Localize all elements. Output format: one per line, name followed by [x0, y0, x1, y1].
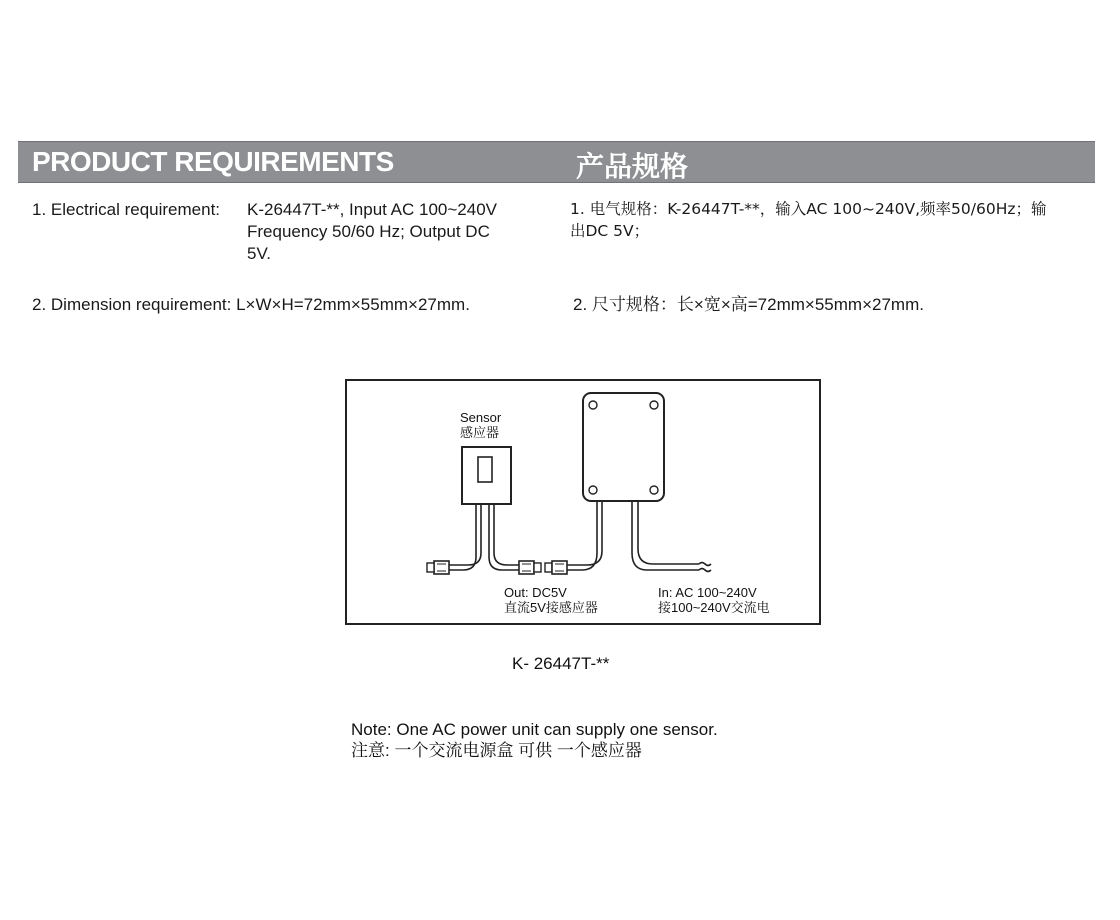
output-label-en: Out: DC5V [504, 585, 567, 600]
electrical-requirement-line: K-26447T-**, Input AC 100~240V [247, 200, 497, 219]
sensor-cables [449, 504, 519, 570]
input-label-cn: 接100~240V交流电 [658, 600, 770, 615]
section-header [18, 141, 1095, 183]
input-cable [632, 501, 711, 572]
electrical-requirement-label: 1. Electrical requirement: [32, 200, 221, 219]
electrical-requirement-cn [570, 198, 1047, 242]
dimension-requirement-cn: 2. 尺寸规格：长×宽×高=72mm×55mm×27mm. [573, 295, 924, 314]
output-cable [567, 501, 602, 570]
sensor-label-cn: 感应器 [460, 425, 500, 440]
electrical-requirement-cn-line: 1. 电气规格：K-26447T-**，输入AC 100~240V,频率50/60Hz；输 [570, 200, 1047, 218]
sensor-label [460, 410, 501, 440]
electrical-requirement-line: Frequency 50/60 Hz; Output DC [247, 222, 490, 241]
model-number: K- 26447T-** [512, 654, 610, 673]
input-label [658, 585, 770, 615]
note-cn: 注意: 一个交流电源盒 可供 一个感应器 [351, 741, 642, 760]
electrical-requirement-line: 5V. [247, 244, 271, 263]
middle-connector [519, 561, 567, 574]
wiring-diagram [345, 379, 821, 625]
input-label-en: In: AC 100~240V [658, 585, 757, 600]
output-label [504, 585, 598, 615]
sensor-label-en: Sensor [460, 410, 502, 425]
note [351, 719, 718, 761]
sensor-window [478, 457, 492, 482]
electrical-requirement-value [247, 199, 497, 265]
section-title-cn: 产品规格 [576, 151, 689, 182]
electrical-requirement-cn-line: 出DC 5V； [570, 222, 650, 240]
section-title-en: PRODUCT REQUIREMENTS [32, 146, 394, 177]
left-connector [427, 561, 449, 574]
dimension-requirement-en: 2. Dimension requirement: L×W×H=72mm×55mm×27mm. [32, 295, 470, 314]
note-en: Note: One AC power unit can supply one sensor. [351, 720, 718, 739]
power-unit-box [583, 393, 664, 501]
output-label-cn: 直流5V接感应器 [504, 600, 598, 615]
